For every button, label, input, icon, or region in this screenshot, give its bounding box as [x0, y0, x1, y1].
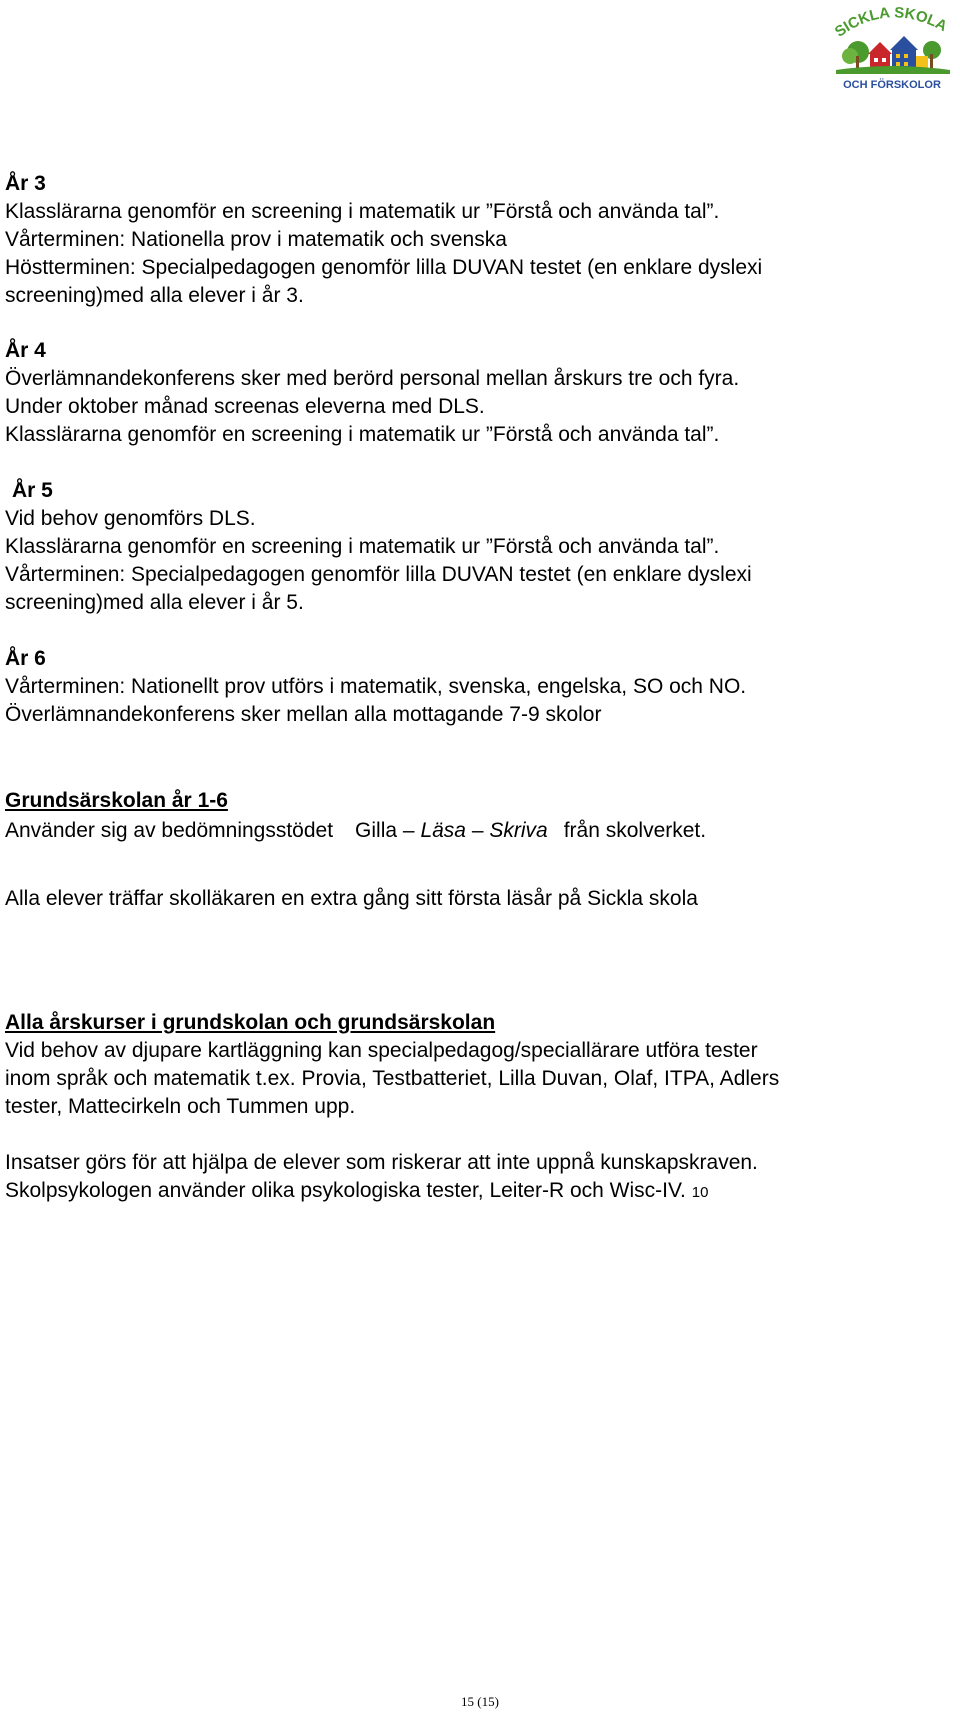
svg-text:SICKLA SKOLA — [832, 4, 950, 40]
gilla-text: Gilla — [355, 819, 398, 842]
ar6-line: Vårterminen: Nationellt prov utförs i matematik, svenska, engelska, SO och NO. — [5, 675, 747, 698]
ar3-line: Höstterminen: Specialpedagogen genomför lilla DUVAN testet (en enklare dyslexi — [5, 256, 763, 279]
ar3-line: screening)med alla elever i år 3. — [5, 284, 304, 307]
alla-arskurser-line: inom språk och matematik t.ex. Provia, Testbatteriet, Lilla Duvan, Olaf, ITPA, Adlers — [5, 1067, 780, 1090]
ar4-heading: År 4 — [5, 339, 46, 362]
skriva-text: Skriva — [489, 819, 548, 842]
ar5-line: Klasslärarna genomför en screening i matematik ur ”Förstå och använda tal”. — [5, 535, 720, 558]
logo-name-bottom: OCH FÖRSKOLOR — [843, 79, 941, 91]
skolpsykolog-text: Skolpsykologen använder olika psykologiska tester, Leiter-R och Wisc-IV. — [5, 1179, 686, 1202]
ar4-line: Klasslärarna genomför en screening i matematik ur ”Förstå och använda tal”. — [5, 423, 720, 446]
skollakare-line: Alla elever träffar skolläkaren en extra gång sitt första läsår på Sickla skola — [5, 887, 698, 910]
sickla-skola-logo — [828, 4, 958, 94]
grundsarskolan-line — [5, 816, 706, 846]
alla-arskurser-line: tester, Mattecirkeln och Tummen upp. — [5, 1095, 356, 1118]
ar6-heading: År 6 — [5, 647, 46, 670]
insatser-line: Insatser görs för att hjälpa de elever som riskerar att inte uppnå kunskapskraven. — [5, 1151, 758, 1174]
insatser-line — [5, 1176, 708, 1208]
skolverket-suffix: från skolverket. — [563, 819, 707, 842]
ar4-line: Överlämnandekonferens sker med berörd personal mellan årskurs tre och fyra. — [5, 367, 740, 390]
ar5-line: Vid behov genomförs DLS. — [5, 507, 256, 530]
footnote-reference: 10 — [691, 1184, 709, 1201]
dash-text: – — [471, 819, 484, 842]
lasa-text: Läsa — [420, 819, 466, 842]
ar5-line: screening)med alla elever i år 5. — [5, 591, 304, 614]
ar4-line: Under oktober månad screenas eleverna med DLS. — [5, 395, 485, 418]
ar3-line: Klasslärarna genomför en screening i matematik ur ”Förstå och använda tal”. — [5, 200, 720, 223]
grundsarskolan-heading: Grundsärskolan år 1-6 — [5, 789, 228, 812]
page-number: 15 (15) — [461, 1694, 499, 1709]
alla-arskurser-heading: Alla årskurser i grundskolan och grundsärskolan — [5, 1011, 496, 1034]
alla-arskurser-line: Vid behov av djupare kartläggning kan specialpedagog/speciallärare utföra tester — [5, 1039, 758, 1062]
ar5-line: Vårterminen: Specialpedagogen genomför lilla DUVAN testet (en enklare dyslexi — [5, 563, 752, 586]
ar3-line: Vårterminen: Nationella prov i matematik och svenska — [5, 228, 507, 251]
logo-name-top: SICKLA SKOLA — [831, 4, 950, 41]
ar6-line: Överlämnandekonferens sker mellan alla mottagande 7-9 skolor — [5, 703, 602, 726]
bedomningsstod-prefix: Använder sig av bedömningsstödet — [5, 819, 334, 842]
dash-text: – — [402, 819, 415, 842]
ar5-heading: År 5 — [12, 479, 53, 502]
ar3-heading: År 3 — [5, 172, 46, 195]
